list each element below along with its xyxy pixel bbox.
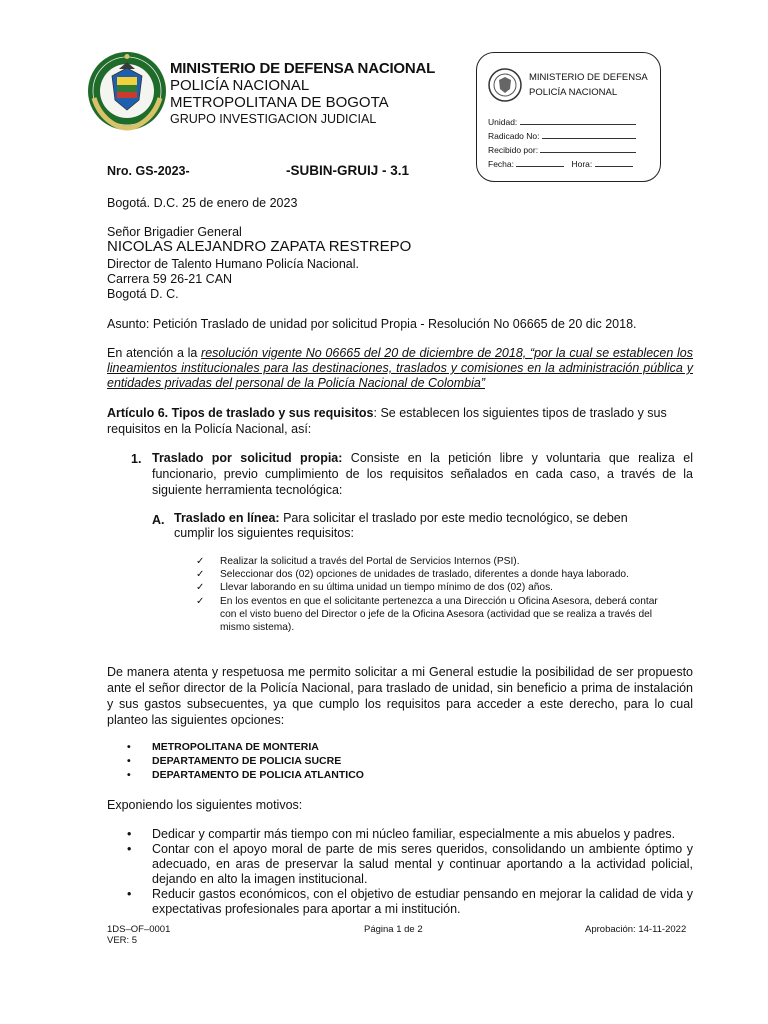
request-paragraph: De manera atenta y respetuosa me permito solicitar a mi General estudie la posibilidad de ser propuesto ante el señor director de la Policía Nacional, para traslado de unidad, sin beneficio a prima de instalación y sus gastos subsecuentes, ya que cumplo los requisitos para acceder a este derecho, para lo cual planteo las siguientes opciones: [107, 665, 693, 727]
item-1-text: Consiste en la petición libre y voluntaria que realiza el funcionario, previo cumplimiento de los requisitos señalados en cada caso, a través de la siguiente herramienta tecnológica: [152, 451, 693, 497]
reference-code: -SUBIN-GRUIJ - 3.1 [286, 163, 410, 178]
stamp-radicado-field: Radicado No: [488, 130, 636, 141]
list-item: • DEPARTAMENTO DE POLICIA ATLANTICO [127, 769, 364, 781]
list-item: • Reducir gastos económicos, con el objetivo de estudiar pensando en mejorar la calidad de vida y expectativas profesionales para aportar a mi institución. [127, 887, 693, 916]
list-item: • Contar con el apoyo moral de parte de mis seres queridos, consolidando un ambiente óptimo y adecuado, en aras de preservar la salud mental y continuar aportando a la actividad policial, dejando en alto la imagen institucional. [127, 842, 693, 886]
stamp-line2: POLICÍA NACIONAL [529, 87, 618, 98]
footer-code: 1DS–OF–0001 [107, 924, 171, 935]
item-a-paragraph [174, 511, 664, 541]
bullet-icon: • [127, 769, 131, 781]
recipient-role: Director de Talento Humano Policía Nacional. [107, 257, 359, 271]
police-seal-icon [86, 50, 168, 132]
footer-code-block [107, 924, 170, 946]
checkmark-icon: ✓ [196, 582, 205, 594]
intro-lead: En atención a la [107, 346, 202, 360]
bullet-icon: • [127, 741, 131, 753]
recipient-address: Carrera 59 26-21 CAN [107, 272, 233, 286]
header-block [170, 60, 435, 128]
list-item: ✓ En los eventos en que el solicitante pertenezca a una Dirección u Oficina Asesora, deberá contar con el visto bueno del Director o jefe de la Oficina Asesora (actividad que se realiza a través del mismo sistema). [196, 595, 658, 634]
list-item: ✓ Seleccionar dos (02) opciones de unidades de traslado, diferentes a donde haya laborado. [196, 569, 629, 581]
bullet-icon: • [127, 755, 131, 767]
list-item: • DEPARTAMENTO DE POLICIA SUCRE [127, 755, 342, 767]
item-number: 1. [131, 452, 142, 466]
checkmark-icon: ✓ [196, 556, 205, 567]
recipient-name: NICOLAS ALEJANDRO ZAPATA RESTREPO [107, 238, 412, 255]
reception-stamp [476, 52, 661, 182]
header-metro: METROPOLITANA DE BOGOTA [170, 94, 389, 111]
recipient-title: Señor Brigadier General [107, 225, 242, 239]
intro-paragraph [107, 346, 693, 391]
item-a-label: A. [152, 513, 165, 527]
stamp-unidad-field: Unidad: [488, 116, 636, 127]
letter-subject: Asunto: Petición Traslado de unidad por solicitud Propia - Resolución No 06665 de 20 dic 2018. [107, 317, 637, 331]
list-item: ✓ Realizar la solicitud a través del Portal de Servicios Internos (PSI). [196, 556, 520, 567]
header-police: POLICÍA NACIONAL [170, 77, 310, 94]
list-item: ✓ Llevar laborando en su última unidad un tiempo mínimo de dos (02) años. [196, 582, 553, 594]
stamp-line1: MINISTERIO DE DEFENSA [529, 72, 648, 83]
item-1-title: Traslado por solicitud propia: [152, 451, 343, 465]
stamp-title [529, 70, 648, 100]
bullet-icon: • [127, 887, 132, 901]
footer-version: VER: 5 [107, 935, 138, 946]
header-ministry: MINISTERIO DE DEFENSA NACIONAL [170, 60, 436, 77]
checkmark-icon: ✓ [196, 595, 205, 607]
checkmark-icon: ✓ [196, 569, 205, 581]
footer-approval: Aprobación: 14-11-2022 [585, 924, 687, 935]
item-a-text: Para solicitar el traslado por este medio tecnológico, se deben cumplir los siguientes requisitos: [174, 511, 628, 540]
motives-intro: Exponiendo los siguientes motivos: [107, 798, 303, 812]
motives-list [127, 827, 693, 917]
stamp-fecha-field: Fecha: Hora: [488, 158, 633, 169]
bullet-icon: • [127, 842, 132, 856]
reference-number: Nro. GS-2023- [107, 164, 190, 178]
stamp-recibido-field: Recibido por: [488, 144, 636, 155]
footer-page-number: Página 1 de 2 [364, 924, 423, 935]
resolution-reference: resolución vigente No 06665 del 20 de diciembre de 2018, “por la cual se establecen los lineamientos institucionales para las destinaciones, traslados y comisiones en la administración pública y entidades privadas del personal de la Policía Nacional de Colombia” [107, 346, 693, 390]
article-text: : Se establecen los siguientes tipos de traslado y sus requisitos en la Policía Nacional, así: [107, 406, 667, 436]
header-group: GRUPO INVESTIGACION JUDICIAL [170, 112, 377, 126]
bullet-icon: • [127, 827, 132, 841]
recipient-city: Bogotá D. C. [107, 287, 179, 301]
item-1-paragraph [152, 450, 693, 498]
list-item: • METROPOLITANA DE MONTERIA [127, 741, 319, 753]
item-a-title: Traslado en línea: [174, 511, 280, 525]
list-item: • Dedicar y compartir más tiempo con mi núcleo familiar, especialmente a mis abuelos y padres. [127, 827, 676, 841]
letter-date: Bogotá. D.C. 25 de enero de 2023 [107, 196, 298, 210]
article-paragraph [107, 405, 693, 437]
emblem-icon [487, 67, 523, 103]
article-title: Artículo 6. Tipos de traslado y sus requisitos [107, 406, 374, 420]
options-list [127, 740, 693, 782]
requirements-list [196, 555, 671, 634]
